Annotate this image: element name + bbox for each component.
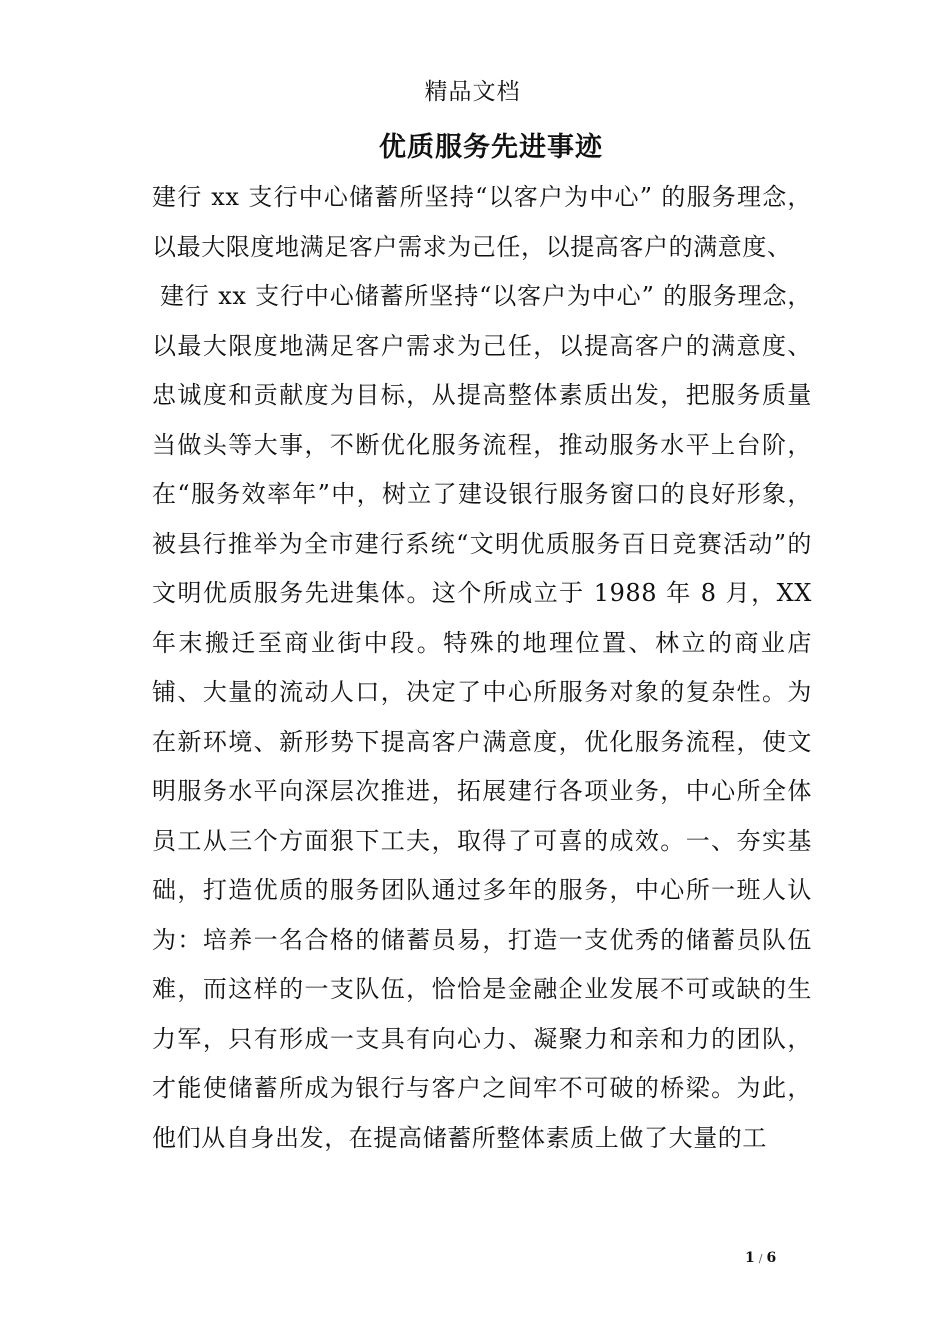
paragraph-1: 建行 xx 支行中心储蓄所坚持“以客户为中心” 的服务理念，以最大限度地满足客户需求为己任，以提高客户的满意度、 <box>152 183 812 261</box>
document-body <box>152 173 812 1163</box>
page-number <box>745 1248 785 1269</box>
page-total: 6 <box>766 1250 777 1266</box>
document-title: 优质服务先进事迹 <box>379 132 603 163</box>
page-current: 1 <box>745 1250 755 1266</box>
paragraph-2: 建行 xx 支行中心储蓄所坚持“以客户为中心” 的服务理念，以最大限度地满足客户需求为己任，以提高客户的满意度、忠诚度和贡献度为目标，从提高整体素质出发，把服务质量当做头等大事，不断优化服务流程，推动服务水平上台阶，在“服务效率年”中，树立了建设银行服务窗口的良好形象，被县行推举为全市建行系统“文明优质服务百日竞赛活动”的文明优质服务先进集体。这个所成立于 1988 年 8 月，XX年末搬迁至商业街中段。特殊的地理位置、林立的商业店铺、大量的流动人口，决定了中心所服务对象的复杂性。为在新环境、新形势下提高客户满意度，优化服务流程，使文明服务水平向深层次推进，拓展建行各项业务，中心所全体员工从三个方面狠下工夫，取得了可喜的成效。一、夯实基础，打造优质的服务团队通过多年的服务，中心所一班人认为：培养一名合格的储蓄员易，打造一支优秀的储蓄员队伍难，而这样的一支队伍，恰恰是金融企业发展不可或缺的生力军，只有形成一支具有向心力、凝聚力和亲和力的团队，才能使储蓄所成为银行与客户之间牢不可破的桥梁。为此，他们从自身出发，在提高储蓄所整体素质上做了大量的工 <box>152 282 812 1152</box>
page-header: 精品文档 <box>424 79 521 105</box>
page-separator: / <box>758 1252 763 1265</box>
